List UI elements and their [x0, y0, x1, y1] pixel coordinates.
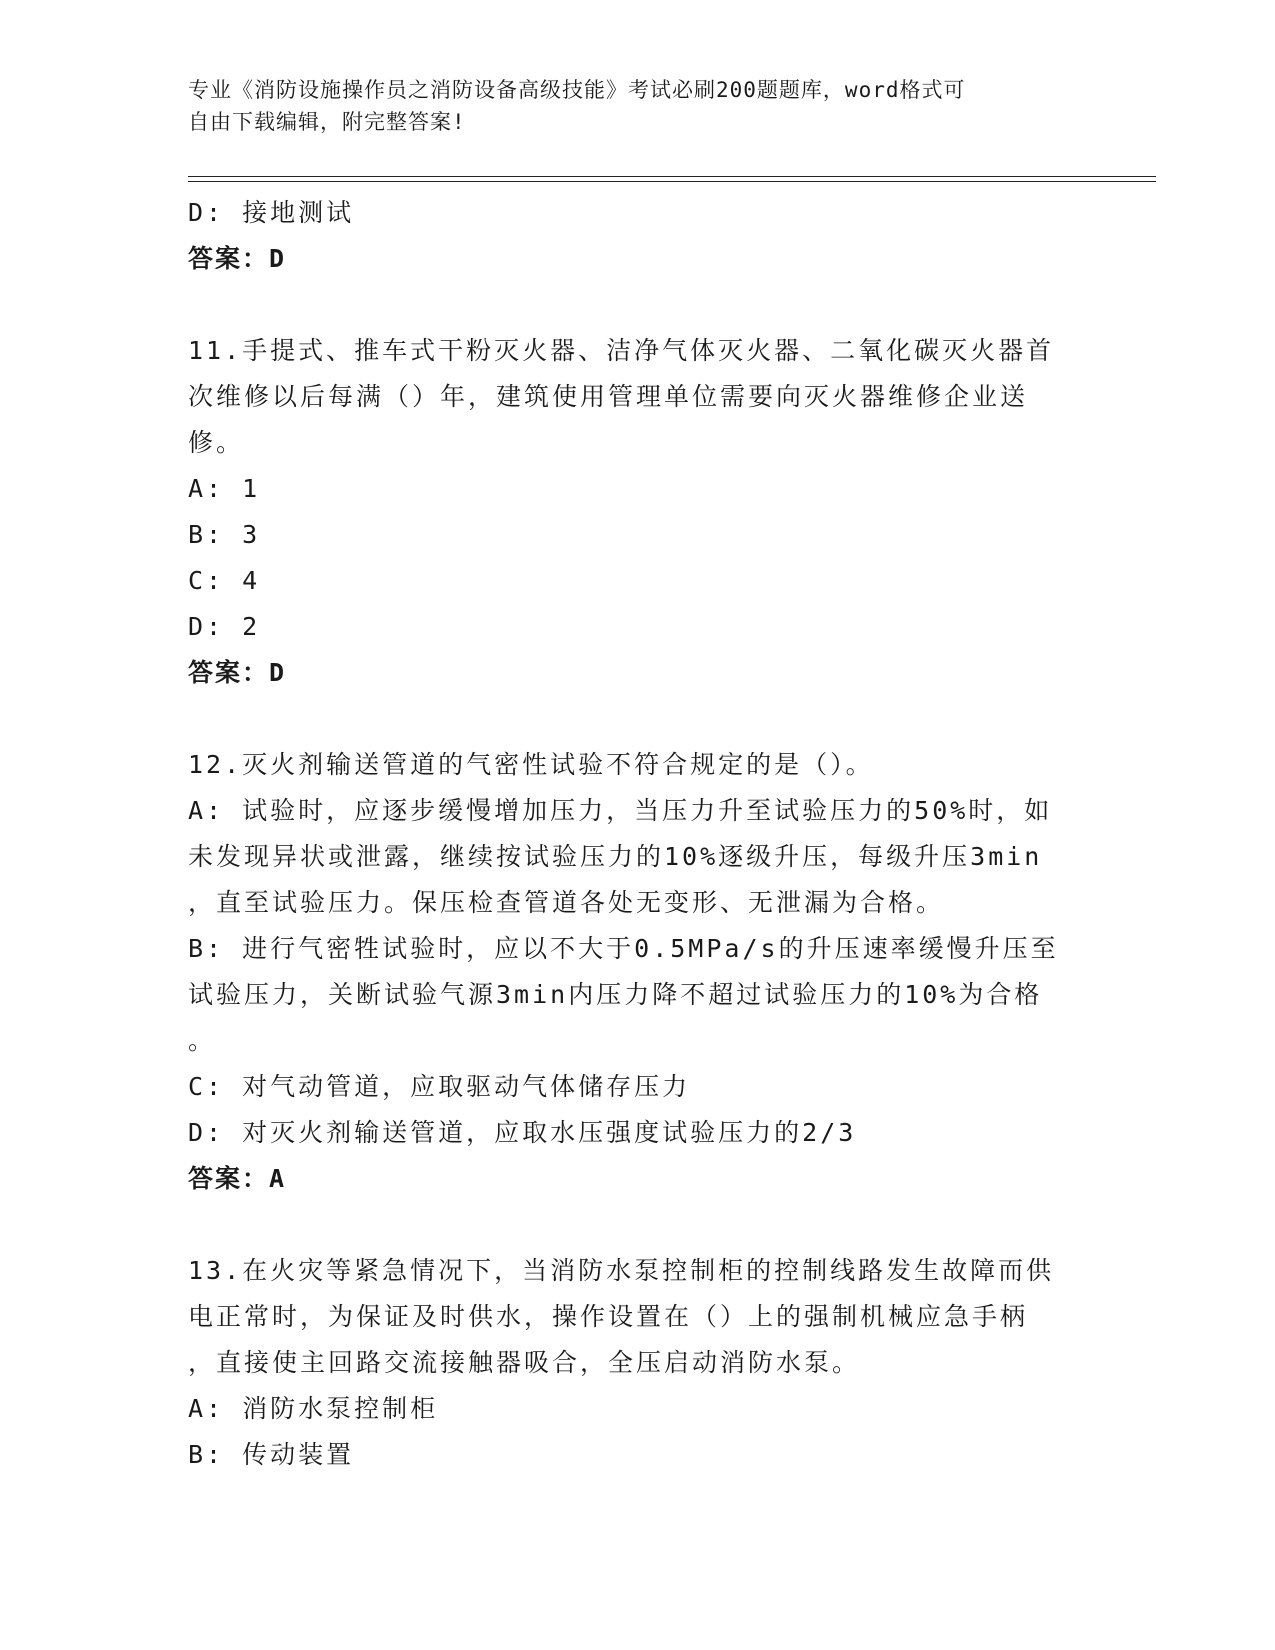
q11-option-b: B: 3 [188, 520, 261, 549]
q11-stem-line-3: 修。 [188, 428, 245, 457]
q13-stem-line-3: ，直接使主回路交流接触器吸合，全压启动消防水泵。 [188, 1348, 861, 1377]
q11-option-d: D: 2 [188, 612, 261, 641]
q12-option-a-line-1: A: 试验时，应逐步缓慢增加压力，当压力升至试验压力的50%时，如 [188, 796, 1053, 825]
q12-stem: 12.灭火剂输送管道的气密性试验不符合规定的是（）。 [188, 750, 874, 779]
q13-option-a: A: 消防水泵控制柜 [188, 1394, 439, 1423]
q13-stem-line-1: 13.在火灾等紧急情况下，当消防水泵控制柜的控制线路发生故障而供 [188, 1256, 1055, 1285]
question-11 [188, 328, 1088, 696]
question-12 [188, 742, 1088, 1202]
q11-option-c: C: 4 [188, 566, 261, 595]
q12-option-b-line-1: B: 进行气密牲试验时，应以不大于0.5MPa/s的升压速率缓慢升压至 [188, 934, 1059, 963]
spacer [188, 696, 1088, 742]
spacer [188, 1202, 1088, 1248]
q13-option-b: B: 传动装置 [188, 1440, 355, 1469]
q11-answer: 答案：D [188, 658, 287, 687]
header-line-2: 自由下载编辑，附完整答案! [188, 110, 466, 134]
q12-option-b-line-3: 。 [188, 1026, 217, 1055]
q11-stem-line-1: 11.手提式、推车式干粉灭火器、洁净气体灭火器、二氧化碳灭火器首 [188, 336, 1055, 365]
q11-option-a: A: 1 [188, 474, 261, 503]
q12-option-d: D: 对灭火剂输送管道，应取水压强度试验压力的2/3 [188, 1118, 857, 1147]
q12-option-a-line-3: ，直至试验压力。保压检查管道各处无变形、无泄漏为合格。 [188, 888, 945, 917]
spacer [188, 282, 1088, 328]
prev-option-d: D: 接地测试 [188, 198, 355, 227]
header-line-1: 专业《消防设施操作员之消防设备高级技能》考试必刷200题题库，word格式可 [188, 78, 966, 102]
q11-stem-line-2: 次维修以后每满（）年，建筑使用管理单位需要向灭火器维修企业送 [188, 382, 1029, 411]
prev-answer: 答案：D [188, 244, 287, 273]
document-header [188, 74, 1088, 138]
q12-option-a-line-2: 未发现异状或泄露，继续按试验压力的10%逐级升压，每级升压3min [188, 842, 1043, 871]
document-body [188, 190, 1088, 1478]
header-divider-bottom [188, 181, 1156, 182]
q12-answer: 答案：A [188, 1164, 287, 1193]
header-divider-top [188, 176, 1156, 177]
question-13 [188, 1248, 1088, 1478]
q12-option-c: C: 对气动管道，应取驱动气体储存压力 [188, 1072, 691, 1101]
q12-option-b-line-2: 试验压力，关断试验气源3min内压力降不超过试验压力的10%为合格 [188, 980, 1043, 1009]
q13-stem-line-2: 电正常时，为保证及时供水，操作设置在（）上的强制机械应急手柄 [188, 1302, 1029, 1331]
